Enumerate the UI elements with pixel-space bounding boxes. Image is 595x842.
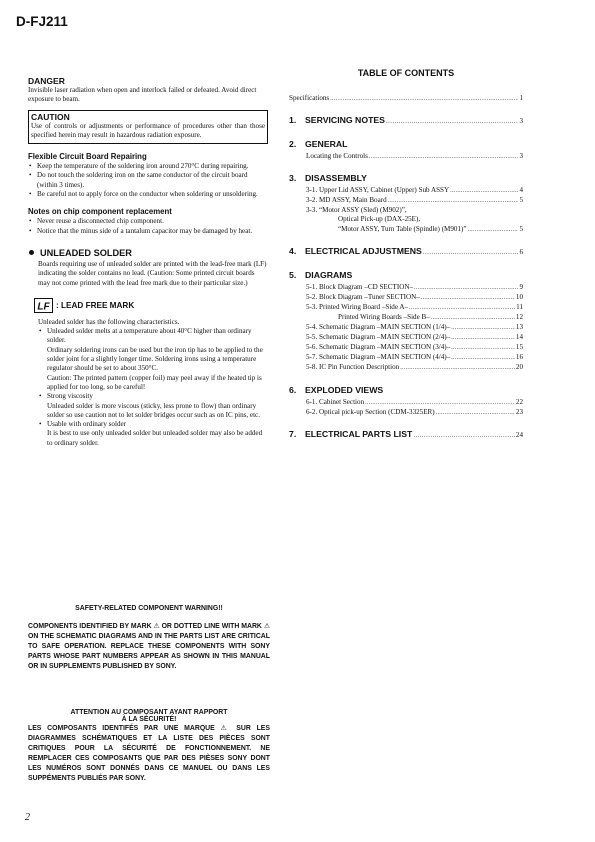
list-item: • Do not touch the soldering iron on the same conductor of the circuit board (within 3 times). bbox=[28, 171, 268, 190]
toc-entry[interactable] bbox=[306, 196, 523, 206]
table-of-contents bbox=[289, 68, 523, 442]
toc-subitems bbox=[289, 186, 523, 234]
toc-entry[interactable] bbox=[306, 215, 523, 224]
toc-entry-label: Printed Wiring Boards –Side B– bbox=[338, 312, 430, 321]
toc-entry[interactable] bbox=[306, 152, 523, 162]
dot-leader bbox=[386, 115, 518, 128]
toc-entry-page: 4 bbox=[519, 186, 523, 195]
chip-title: Notes on chip component replacement bbox=[28, 207, 172, 217]
toc-section-title: EXPLODED VIEWS bbox=[305, 384, 384, 395]
toc-entry-specifications[interactable] bbox=[289, 94, 523, 104]
toc-entry[interactable] bbox=[306, 225, 523, 235]
toc-section-number: 1. bbox=[289, 115, 297, 126]
toc-title: TABLE OF CONTENTS bbox=[357, 68, 455, 78]
unleaded-intro: Unleaded solder has the following characteristics. bbox=[38, 317, 180, 326]
toc-entry-page: 9 bbox=[519, 282, 523, 291]
list-item-head: Unleaded solder melts at a temperature about 40°C higher than ordinary solder. bbox=[47, 327, 252, 345]
toc-entry-page: 13 bbox=[515, 323, 523, 332]
dot-leader bbox=[388, 196, 519, 206]
toc-section-page: 24 bbox=[515, 430, 523, 439]
toc-section-2[interactable] bbox=[289, 139, 523, 150]
toc-entry-label: 6-2. Optical pick-up Section (CDM-3325ER) bbox=[306, 407, 435, 416]
safety-warning-fr bbox=[28, 709, 270, 783]
toc-section-number: 7. bbox=[289, 428, 297, 439]
model-title: D-FJ211 bbox=[16, 14, 68, 29]
toc-section-title: DISASSEMBLY bbox=[305, 173, 367, 184]
toc-section-3[interactable] bbox=[289, 173, 523, 184]
toc-entry-label: 3-3. “Motor ASSY (Sled) (M902)”, bbox=[306, 206, 407, 215]
toc-entry-page: 16 bbox=[515, 353, 523, 362]
toc-section-title: ELECTRICAL PARTS LIST bbox=[305, 428, 413, 439]
toc-entry-page: 11 bbox=[516, 302, 523, 311]
toc-entry-label: Optical Pick-up (DAX-25E), bbox=[338, 215, 421, 224]
toc-entry-page: 12 bbox=[515, 312, 523, 321]
toc-entry[interactable] bbox=[306, 323, 523, 333]
dot-leader bbox=[365, 398, 515, 408]
list-item-head: Usable with ordinary solder bbox=[47, 420, 126, 429]
dot-leader bbox=[450, 186, 518, 196]
unleaded-list bbox=[38, 327, 268, 448]
toc-entry-page: 5 bbox=[519, 224, 523, 233]
toc-entry[interactable] bbox=[306, 343, 523, 353]
toc-entry-page: 22 bbox=[515, 397, 523, 406]
toc-entry-label: Specifications bbox=[289, 94, 330, 102]
unleaded-characteristics bbox=[28, 318, 268, 448]
toc-subitems bbox=[289, 152, 523, 162]
lead-free-mark-row bbox=[34, 298, 268, 313]
toc-section-title: DIAGRAMS bbox=[305, 269, 353, 280]
dot-leader bbox=[451, 353, 515, 363]
unleaded-title bbox=[28, 248, 268, 258]
list-item: • Be careful not to apply force on the conductor when soldering or unsoldering. bbox=[28, 190, 268, 199]
toc-section-page: 6 bbox=[519, 247, 523, 256]
page-number: 2 bbox=[25, 812, 30, 823]
toc-section-1[interactable] bbox=[289, 115, 523, 128]
toc-entry-label: Locating the Controls bbox=[306, 152, 368, 161]
flexible-title: Flexible Circuit Board Repairing bbox=[28, 152, 147, 162]
toc-entry[interactable] bbox=[306, 303, 523, 313]
list-item bbox=[38, 392, 268, 420]
toc-entry-page: 5 bbox=[519, 196, 523, 205]
list-item-body: Ordinary soldering irons can be used but the iron tip has to be applied to the solder joint for a slightly longer time. Soldering irons using a temperature regulator should be set to about 350°C. bbox=[47, 345, 263, 373]
safety-fr-title-1: ATTENTION AU COMPOSANT AYANT RAPPORT bbox=[70, 709, 228, 716]
dot-leader bbox=[409, 303, 515, 313]
list-item-body: Caution: The printed pattern (copper foil) may peel away if the heated tip is applied for too long, so be careful! bbox=[47, 373, 262, 391]
toc-entry[interactable] bbox=[306, 313, 523, 323]
toc-entry[interactable] bbox=[306, 333, 523, 343]
toc-subitems bbox=[289, 283, 523, 374]
dot-leader bbox=[431, 313, 515, 323]
toc-section-6[interactable] bbox=[289, 385, 523, 396]
caution-box bbox=[28, 110, 268, 145]
toc-entry-page: 15 bbox=[515, 343, 523, 352]
dot-leader bbox=[423, 246, 519, 259]
list-item: • Notice that the minus side of a tantalum capacitor may be damaged by heat. bbox=[28, 227, 268, 236]
unleaded-text: Boards requiring use of unleaded solder are printed with the lead-free mark (LF) indicating the solder contains no lead. (Caution: Some printed circuit boards may not come printed with the lead free mark due to their particular size.) bbox=[38, 259, 267, 287]
lead-free-mark-icon bbox=[34, 298, 53, 313]
toc-section-number: 3. bbox=[289, 173, 297, 184]
dot-leader bbox=[451, 323, 515, 333]
toc-entry-label: 3-1. Upper Lid ASSY, Cabinet (Upper) Sub ASSY bbox=[306, 186, 450, 195]
toc-section-title: SERVICING NOTES bbox=[305, 115, 385, 126]
flexible-list bbox=[28, 162, 268, 199]
toc-entry-page: 20 bbox=[515, 363, 523, 372]
dot-leader bbox=[451, 343, 515, 353]
toc-entry-page: 1 bbox=[519, 94, 523, 102]
dot-leader bbox=[369, 152, 519, 162]
list-item: • Never reuse a disconnected chip component. bbox=[28, 217, 268, 226]
list-item-body: It is best to use only unleaded solder but unleaded solder may also be added to ordinary solder. bbox=[47, 429, 263, 447]
toc-entry[interactable] bbox=[306, 408, 523, 418]
toc-entry-label: 5-2. Block Diagram –Tuner SECTION– bbox=[306, 292, 420, 301]
unleaded-title-text: UNLEADED SOLDER bbox=[40, 247, 132, 258]
toc-entry-label: 5-5. Schematic Diagram –MAIN SECTION (2/4)– bbox=[306, 333, 451, 342]
toc-entry[interactable] bbox=[306, 283, 523, 293]
safety-warning-en bbox=[28, 605, 270, 672]
toc-section-title: ELECTRICAL ADJUSTMENS bbox=[305, 245, 422, 256]
toc-entry-label: 5-4. Schematic Diagram –MAIN SECTION (1/4)– bbox=[306, 323, 451, 332]
toc-entry[interactable] bbox=[306, 353, 523, 363]
chip-list bbox=[28, 217, 268, 236]
dot-leader bbox=[413, 429, 515, 442]
dot-leader bbox=[468, 225, 519, 235]
list-item: • Keep the temperature of the soldering iron around 270°C during repairing. bbox=[28, 162, 268, 171]
toc-section-number: 6. bbox=[289, 384, 297, 395]
toc-section-page: 3 bbox=[519, 117, 523, 126]
list-item-head: Strong viscosity bbox=[47, 392, 93, 401]
toc-section-title: GENERAL bbox=[305, 139, 348, 150]
toc-entry[interactable] bbox=[306, 206, 523, 215]
toc-section-number: 4. bbox=[289, 245, 297, 256]
toc-entry-label: 5-6. Schematic Diagram –MAIN SECTION (3/4)– bbox=[306, 343, 451, 352]
danger-title: DANGER bbox=[28, 76, 65, 86]
lead-free-mark-label: : LEAD FREE MARK bbox=[56, 300, 135, 310]
safety-en-title: SAFETY-RELATED COMPONENT WARNING!! bbox=[75, 605, 223, 612]
toc-entry-label: 5-3. Printed Wiring Board –Side A– bbox=[306, 302, 409, 311]
toc-sections bbox=[289, 115, 523, 442]
list-item-body: Unleaded solder is more viscous (sticky, less prone to flow) than ordinary solder so use caution not to let solder bridges occur such as on IC pins, etc. bbox=[47, 401, 260, 419]
lead-free-mark-icon-text: LF bbox=[37, 301, 50, 313]
toc-section-4[interactable] bbox=[289, 246, 523, 259]
safety-en-text: COMPONENTS IDENTIFIED BY MARK ⚠ OR DOTTED LINE WITH MARK ⚠ ON THE SCHEMATIC DIAGRAMS AND IN THE PARTS LIST ARE CRITICAL TO SAFE OPERATION. REPLACE THESE COMPONENTS WITH SONY PARTS WHOSE PART NUMBERS APPEAR AS SHOWN IN THIS MANUAL OR IN SUPPLEMENTS PUBLISHED BY SONY. bbox=[28, 623, 270, 670]
dot-leader bbox=[330, 94, 518, 104]
dot-leader bbox=[421, 293, 515, 303]
toc-entry[interactable] bbox=[306, 398, 523, 408]
dot-leader bbox=[400, 363, 515, 373]
safety-fr-text: LES COMPOSANTS IDENTIFÉS PAR UNE MARQUE ⚠ SUR LES DIAGRAMMES SCHÉMATIQUES ET LA LISTE DES PIÈCES SONT CRITIQUES POUR LA SÉCURITÉ DE FONCTIONNEMENT. NE REMPLACER CES COMPOSANTS QUE PAR DES PIÈSES SONY DONT LES NUMÉROS SONT DONNÉS DANS CE MANUEL OU DANS LES SUPPÉMENTS PUBLIÉS PAR SONY. bbox=[28, 725, 270, 782]
toc-entry-page: 3 bbox=[519, 152, 523, 161]
left-column bbox=[28, 76, 268, 448]
dot-leader bbox=[451, 333, 515, 343]
toc-entry-label: 6-1. Cabinet Section bbox=[306, 397, 365, 406]
toc-entry[interactable] bbox=[306, 293, 523, 303]
list-item bbox=[38, 327, 268, 392]
toc-subitems bbox=[289, 398, 523, 418]
caution-title: CAUTION bbox=[31, 111, 70, 122]
caution-text: Use of controls or adjustments or performance of procedures other than those specified herein may result in hazardous radiation exposure. bbox=[31, 121, 265, 139]
toc-entry[interactable] bbox=[306, 363, 523, 373]
toc-entry[interactable] bbox=[306, 186, 523, 196]
toc-entry-label: “Motor ASSY, Turn Table (Spindle) (M901)” bbox=[338, 224, 467, 233]
toc-section-number: 5. bbox=[289, 269, 297, 280]
toc-entry-page: 23 bbox=[515, 407, 523, 416]
safety-fr-title-2: À LA SÉCURITÉ! bbox=[121, 716, 177, 723]
toc-entry-label: 5-8. IC Pin Function Description bbox=[306, 363, 400, 372]
list-item bbox=[38, 420, 268, 448]
dot-leader bbox=[414, 283, 518, 293]
toc-entry-label: 5-1. Block Diagram –CD SECTION– bbox=[306, 282, 413, 291]
toc-entry-label: 5-7. Schematic Diagram –MAIN SECTION (4/4)– bbox=[306, 353, 451, 362]
danger-text: Invisible laser radiation when open and interlock failed or defeated. Avoid direct exposure to beam. bbox=[28, 86, 257, 104]
toc-entry-page: 10 bbox=[515, 292, 523, 301]
bullet-dot-icon bbox=[29, 250, 34, 255]
toc-section-7[interactable] bbox=[289, 429, 523, 442]
toc-entry-page: 14 bbox=[515, 333, 523, 342]
toc-section-5[interactable] bbox=[289, 270, 523, 281]
toc-entry-label: 3-2. MD ASSY, Main Board bbox=[306, 196, 387, 205]
toc-section-number: 2. bbox=[289, 139, 297, 150]
dot-leader bbox=[436, 408, 515, 418]
